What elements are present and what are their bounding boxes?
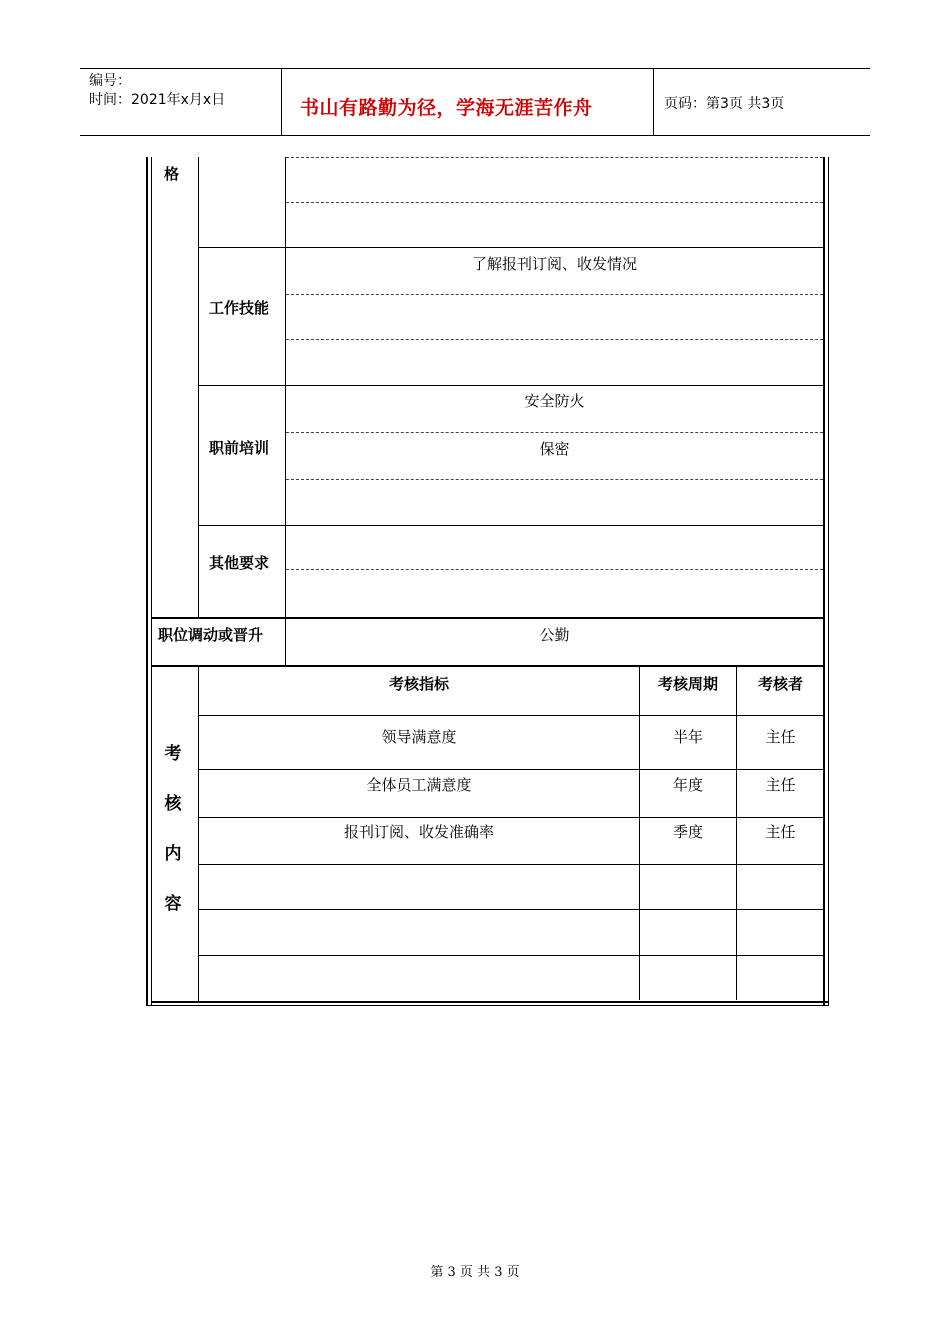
- row-assessor: 主任: [765, 776, 796, 794]
- assessment-vertical-char: 内: [164, 844, 182, 864]
- row-line: [198, 955, 824, 956]
- training-line-2: 保密: [539, 440, 570, 458]
- row-line: [198, 909, 824, 910]
- page-footer: 第 3 页 共 3 页: [430, 1265, 520, 1280]
- row-period: 年度: [672, 776, 703, 794]
- row-line: [198, 385, 824, 386]
- table-bottom-border: [151, 1001, 828, 1003]
- assessment-vertical-char: 容: [164, 894, 182, 914]
- transfer-value: 公勤: [539, 626, 570, 644]
- table-right-border-outer: [828, 157, 829, 1005]
- other-requirements-label: 其他要求: [209, 554, 270, 572]
- dashed-line: [286, 294, 823, 295]
- row-line: [152, 617, 824, 619]
- table-left-border: [146, 157, 148, 1005]
- transfer-label: 职位调动或晋升: [158, 626, 264, 644]
- row-line: [198, 715, 824, 716]
- table-right-border: [823, 157, 825, 1005]
- dashed-line: [286, 569, 823, 570]
- row-line: [198, 769, 824, 770]
- table-left-border-inner: [151, 157, 152, 1005]
- row-assessor: 主任: [765, 728, 796, 746]
- training-line-1: 安全防火: [524, 392, 585, 410]
- dashed-line: [286, 202, 823, 203]
- header-assessor: 考核者: [757, 675, 803, 693]
- skills-line-1: 了解报刊订阅、收发情况: [471, 255, 637, 273]
- skills-label: 工作技能: [209, 299, 270, 317]
- col-line: [198, 157, 199, 617]
- dashed-line: [286, 479, 823, 480]
- col-line: [285, 157, 286, 667]
- row-line: [152, 665, 824, 667]
- header-indicator: 考核指标: [388, 675, 449, 693]
- header-divider: [281, 68, 282, 135]
- time-label: 时间：2021年x月x日: [89, 92, 226, 108]
- row-line: [198, 817, 824, 818]
- row-period: 季度: [672, 823, 703, 841]
- row-indicator: 领导满意度: [381, 728, 457, 746]
- page-info: 页码：第3页 共3页: [664, 96, 785, 112]
- row-indicator: 报刊订阅、收发准确率: [343, 823, 494, 841]
- row-line: [198, 864, 824, 865]
- dashed-line: [286, 339, 823, 340]
- row-period: 半年: [672, 728, 703, 746]
- qualification-label: 格: [164, 165, 180, 183]
- table-bottom-border-outer: [146, 1005, 829, 1006]
- header-motto: 书山有路勤为径，学海无涯苦作舟: [300, 97, 593, 119]
- header-bottom-rule: [80, 135, 870, 136]
- dashed-line: [286, 432, 823, 433]
- row-indicator: 全体员工满意度: [366, 776, 472, 794]
- row-assessor: 主任: [765, 823, 796, 841]
- training-label: 职前培训: [209, 439, 270, 457]
- header-period: 考核周期: [657, 675, 718, 693]
- header-top-rule: [80, 68, 870, 69]
- dashed-line: [286, 157, 823, 158]
- header-divider: [653, 68, 654, 135]
- row-line: [198, 247, 824, 248]
- row-line: [198, 525, 824, 526]
- serial-label: 编号：: [89, 73, 131, 89]
- assessment-vertical-char: 考: [164, 744, 182, 764]
- assessment-vertical-char: 核: [164, 794, 182, 814]
